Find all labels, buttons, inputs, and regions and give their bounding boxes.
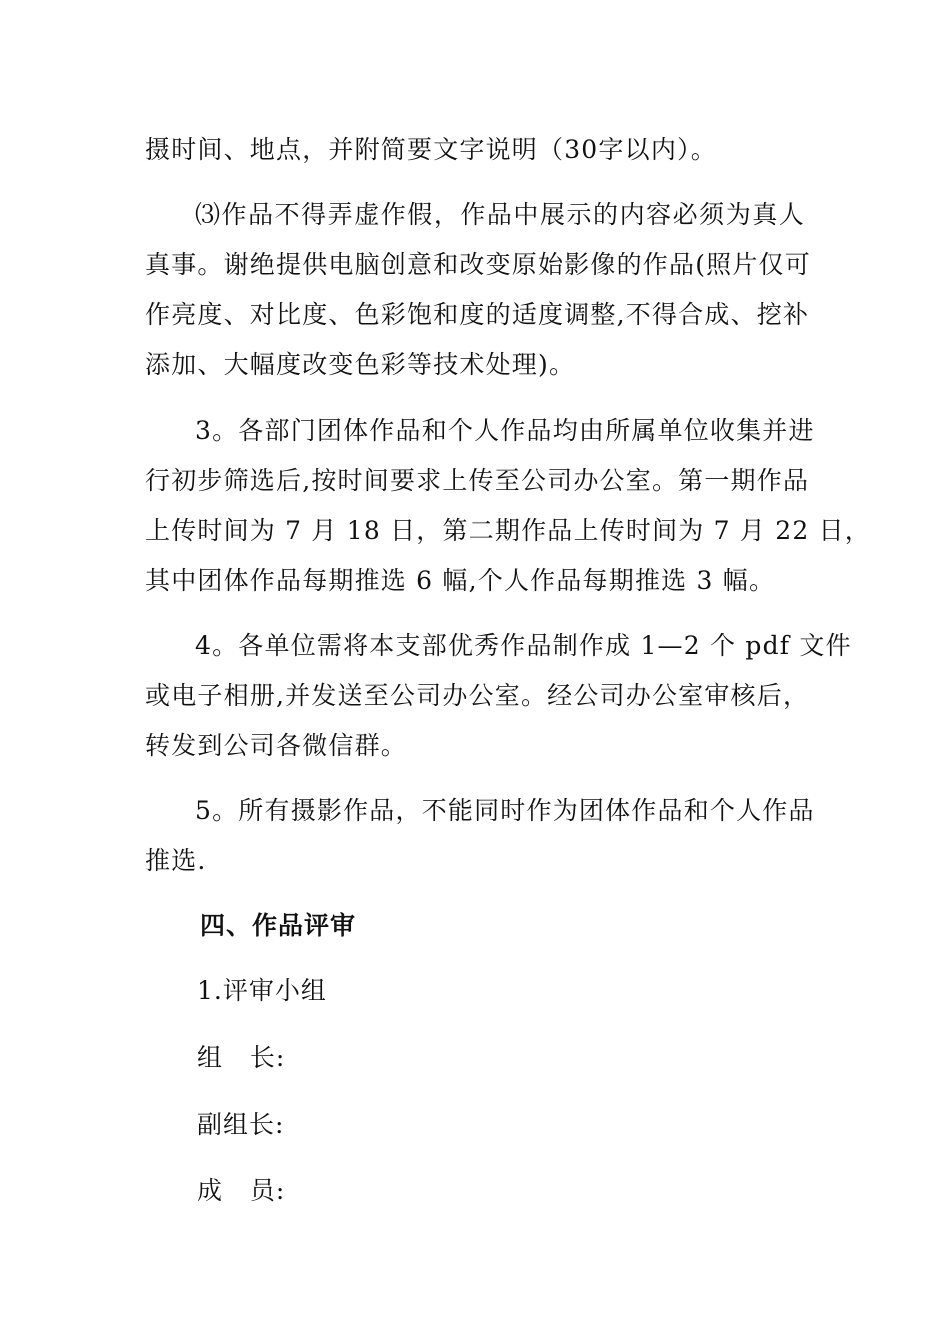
paragraph-line: 转发到公司各微信群。 [145, 731, 408, 760]
paragraph-line: 3。各部门团体作品和个人作品均由所属单位收集并进 [195, 416, 815, 445]
paragraph-line: 4。各单位需将本支部优秀作品制作成 1—2 个 pdf 文件 [195, 631, 852, 660]
paragraph-line: 作亮度、对比度、色彩饱和度的适度调整,不得合成、挖补 [145, 300, 810, 329]
members-label: 成 员: [197, 1176, 286, 1205]
paragraph-line: 上传时间为 7 月 18 日，第二期作品上传时间为 7 月 22 日， [145, 516, 872, 545]
paragraph-line: ⑶作品不得弄虚作假，作品中展示的内容必须为真人 [195, 200, 805, 229]
paragraph-line: 真事。谢绝提供电脑创意和改变原始影像的作品(照片仅可 [145, 250, 811, 279]
paragraph-line: 5。所有摄影作品，不能同时作为团体作品和个人作品 [195, 796, 815, 825]
paragraph-line: 推选. [145, 846, 207, 875]
paragraph-line: 摄时间、地点，并附简要文字说明（30字以内）。 [145, 135, 717, 164]
section-heading: 四、作品评审 [200, 911, 357, 940]
subsection-heading: 1.评审小组 [197, 976, 327, 1005]
paragraph-line: 或电子相册,并发送至公司办公室。经公司办公室审核后， [145, 681, 810, 710]
paragraph-line: 添加、大幅度改变色彩等技术处理)。 [145, 350, 576, 379]
deputy-label: 副组长: [197, 1110, 285, 1139]
paragraph-line: 其中团体作品每期推选 6 幅,个人作品每期推选 3 幅。 [145, 566, 776, 595]
leader-label: 组 长: [197, 1043, 286, 1072]
paragraph-line: 行初步筛选后,按时间要求上传至公司办公室。第一期作品 [145, 466, 810, 495]
